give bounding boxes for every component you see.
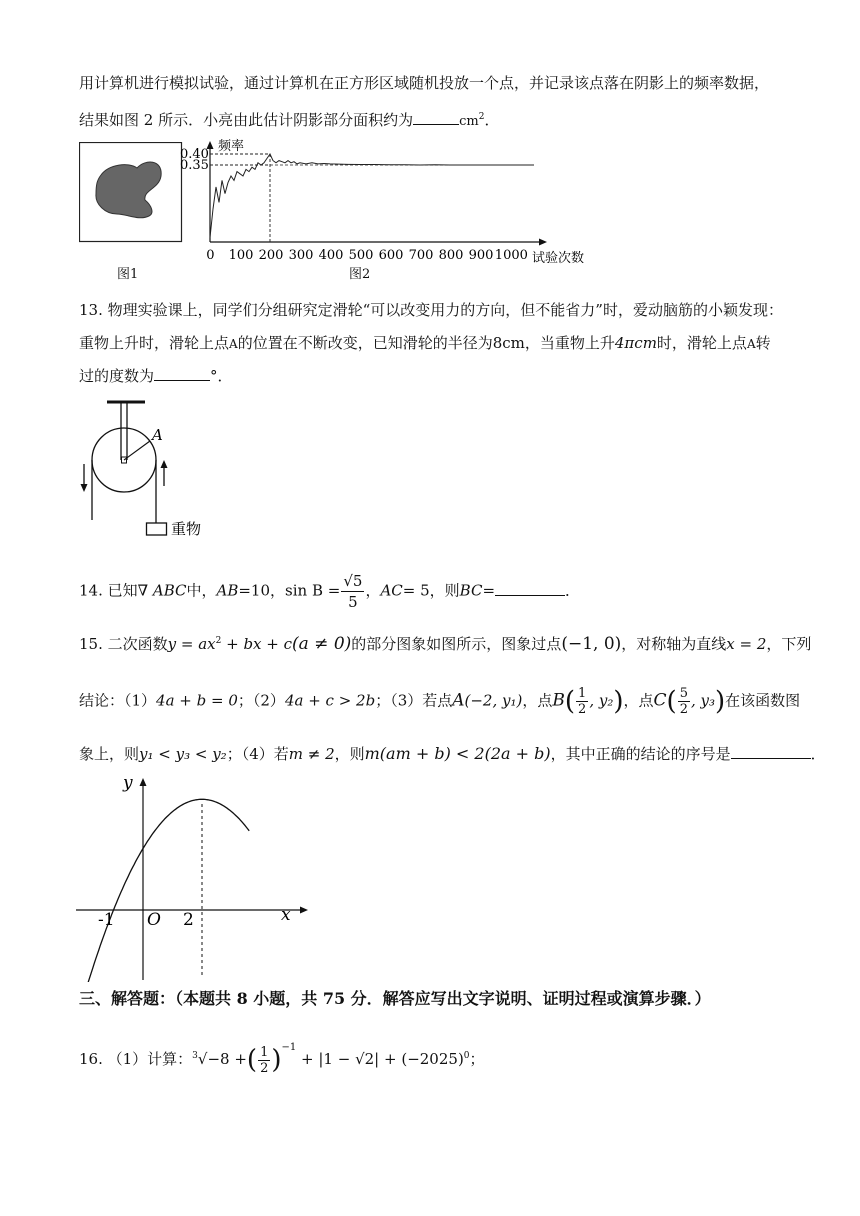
q12-answer-blank[interactable] <box>413 110 459 125</box>
x-axis-label: 试验次数 <box>532 251 585 266</box>
q15-b-y: , y₂ <box>589 691 614 710</box>
q14-bc-eq: = <box>482 581 496 600</box>
q12-end: ． <box>484 111 500 129</box>
q16-pow0: (−2025) <box>401 1050 464 1068</box>
q15-point-b: B <box>552 690 565 711</box>
weight-box <box>147 523 167 535</box>
x-tick-label-1000: 1000 <box>494 248 528 263</box>
q15-line3 <box>79 744 826 764</box>
figure-2-chart <box>175 135 600 270</box>
q15-b-fraction <box>576 686 588 717</box>
q13-line1: 13. 物理实验课上，同学们分组研究定滑轮“可以改变用力的方向，但不能省力”时，爱动脑筋的小颖发现： <box>79 301 783 319</box>
q13-distance: 4πcm <box>614 334 657 352</box>
q16-paren-open: ( <box>246 1045 258 1075</box>
q15-expr-3: y₁ < y₃ < y₂ <box>139 745 227 763</box>
x-tick-label-200: 200 <box>258 248 284 263</box>
q12-unit-exp: 2 <box>478 112 485 122</box>
q15-text-a: 15. 二次函数 <box>79 635 168 653</box>
q14-text-d: ， <box>365 581 381 600</box>
q14-sin: sin B = <box>285 581 341 600</box>
pulley-figure <box>72 398 222 543</box>
q14-line <box>79 571 580 612</box>
q15-text-o: ． <box>810 745 826 763</box>
q15-text-b: 的部分图象如图所示，图象过点 <box>351 635 562 653</box>
q15-c-y: , y₃ <box>690 691 715 710</box>
q15-b-paren-close: ) <box>613 686 624 717</box>
q15-point-a: A <box>452 690 465 711</box>
fig1-caption: 图1 <box>117 267 139 282</box>
q16-plus-2: + <box>296 1050 319 1068</box>
q16-cbrt: √−8 <box>197 1050 230 1068</box>
q16-plus-1: + <box>229 1050 247 1068</box>
q16-half-den: 2 <box>260 1060 269 1076</box>
q15-eq-exp: 2 <box>215 636 222 646</box>
pulley-point-a: A <box>152 426 163 444</box>
q12-line1: 用计算机进行模拟试验，通过计算机在正方形区域随机投放一个点，并记录该点落在阴影上的频率数据， <box>79 74 770 92</box>
q15-text-f: ；（2） <box>237 691 285 710</box>
q15-point-a-coords: (−2, y₁) <box>464 691 523 710</box>
q16-abs: |1 − √2| <box>318 1050 380 1068</box>
parabola-graph <box>72 770 322 982</box>
q16-line <box>79 1038 485 1076</box>
q15-text-i: ，点 <box>623 691 654 710</box>
q15-text-e: 结论：（1） <box>79 691 157 710</box>
q15-eq: y = ax <box>167 635 216 653</box>
frequency-series-line <box>210 154 534 238</box>
q14-text-c: ， <box>270 581 286 600</box>
q15-expr-5: m(am + b) < 2(2a + b) <box>364 744 551 763</box>
x-tick-label-100: 100 <box>228 248 254 263</box>
x-tick-label-300: 300 <box>288 248 314 263</box>
graph-y-label: y <box>123 773 133 793</box>
q15-eq2: + bx + c <box>221 635 293 653</box>
radius-to-a <box>124 441 150 460</box>
q13-text-f: 过的度数为 <box>79 367 155 385</box>
x-tick-label-800: 800 <box>438 248 464 263</box>
q14-fraction <box>341 571 364 612</box>
q16-end: ； <box>469 1050 485 1068</box>
q15-expr-4: m ≠ 2 <box>288 745 335 763</box>
q15-text-m: ，则 <box>334 745 365 763</box>
x-tick-label-900: 900 <box>468 248 494 263</box>
q15-cond: (a ≠ 0) <box>292 634 352 654</box>
q13-point-a: A <box>229 337 238 351</box>
y-tick-label-0.35: 0.35 <box>180 158 209 173</box>
arrow-up-icon <box>161 460 168 468</box>
q15-answer-blank[interactable] <box>731 744 811 759</box>
q15-text-n: ，其中正确的结论的序号是 <box>550 745 731 763</box>
q12-line2-text: 结果如图 2 所示．小亮由此估计阴影部分面积约为 <box>79 111 414 129</box>
q14-ab: AB <box>216 581 239 600</box>
x-axis-arrow <box>539 239 547 246</box>
q14-ac: AC <box>380 581 403 600</box>
q15-text-l: ；（4）若 <box>226 745 289 763</box>
q13-text-g: °． <box>210 367 233 385</box>
q14-text-e: ，则 <box>429 581 460 600</box>
q12-unit: cm <box>459 114 479 129</box>
q13-text-b: 的位置在不断改变，已知滑轮的半径为 <box>237 334 493 352</box>
fig2-caption: 图2 <box>349 267 371 282</box>
q14-ac-value: = 5 <box>402 581 430 600</box>
q15-text-j: 在该函数图 <box>725 691 801 710</box>
graph-neg1-label: -1 <box>98 910 115 930</box>
graph-x-label: x <box>281 905 291 925</box>
q13-line2 <box>79 333 771 354</box>
q16-pow0-exp: 0 <box>463 1051 470 1061</box>
q14-text-f: ． <box>565 581 581 600</box>
y-tick-label-0.40: 0.40 <box>180 147 209 162</box>
q14-ab-value: =10 <box>238 581 271 600</box>
q15-line2 <box>79 686 800 717</box>
q15-c-paren-open: ( <box>666 686 677 717</box>
q15-line1 <box>79 631 811 654</box>
q13-text-e: 转 <box>755 334 771 352</box>
q15-c-paren-close: ) <box>715 686 726 717</box>
arrow-down-icon <box>81 484 88 492</box>
x-tick-label-0: 0 <box>206 248 215 263</box>
q15-b-den: 2 <box>578 702 587 717</box>
q14-text-a: 14. 已知 <box>79 581 138 600</box>
q15-b-paren-open: ( <box>564 686 576 717</box>
x-tick-label-700: 700 <box>408 248 434 263</box>
q15-c-den: 2 <box>679 702 688 717</box>
q15-c-num: 5 <box>679 686 688 701</box>
q13-point-a2: A <box>746 337 756 351</box>
q16-cbrt-index: 3 <box>192 1051 198 1061</box>
q15-point-c: C <box>653 690 667 711</box>
x-tick-label-400: 400 <box>318 248 344 263</box>
x-tick-label-500: 500 <box>348 248 374 263</box>
q15-c-fraction <box>678 686 690 717</box>
section-3-title: 三、解答题：（本题共 8 小题，共 75 分．解答应写出文字说明、证明过程或演算步骤．） <box>79 989 711 1008</box>
q15-text-k: 象上，则 <box>79 745 140 763</box>
q13-line3 <box>79 366 233 386</box>
q14-triangle: ∇ ABC <box>137 581 187 600</box>
q15-text-d: ，下列 <box>766 635 812 653</box>
q13-answer-blank[interactable] <box>154 366 210 381</box>
q15-expr-2: 4a + c > 2b <box>284 691 376 710</box>
weight-label: 重物 <box>171 520 202 538</box>
q16-plus-3: + <box>379 1050 402 1068</box>
q14-numerator: √5 <box>343 572 363 590</box>
q14-text-b: 中， <box>186 581 217 600</box>
q16-half <box>258 1045 270 1076</box>
q15-axis: x = 2 <box>726 635 767 653</box>
q15-text-c: ，对称轴为直线 <box>621 635 727 653</box>
y-axis-label: 频率 <box>218 139 245 154</box>
q14-answer-blank[interactable] <box>495 581 565 596</box>
q13-radius: 8cm <box>492 334 525 352</box>
figure-1 <box>79 142 183 244</box>
q16-exp: −1 <box>281 1042 297 1053</box>
q12-line2 <box>79 107 499 132</box>
q15-text-g: ；（3）若点 <box>375 691 453 710</box>
graph-2-label: 2 <box>183 910 194 930</box>
q13-text-c: ，当重物上升 <box>524 334 615 352</box>
graph-y-arrow <box>140 778 147 786</box>
q16-text-a: 16. （1）计算： <box>79 1050 193 1068</box>
q14-denominator: 5 <box>348 593 358 611</box>
q15-b-num: 1 <box>578 686 587 701</box>
q15-point: (−1, 0) <box>561 634 622 654</box>
q14-bc: BC <box>459 581 483 600</box>
q13-text-a: 重物上升时，滑轮上点 <box>79 334 230 352</box>
q13-text-d: 时，滑轮上点 <box>656 334 747 352</box>
x-tick-label-600: 600 <box>378 248 404 263</box>
q15-expr-1: 4a + b = 0 <box>156 691 238 710</box>
q16-paren-close: ) <box>271 1045 282 1075</box>
parabola-curve <box>87 799 249 982</box>
graph-origin-label: O <box>147 910 161 930</box>
graph-x-arrow <box>300 907 308 914</box>
q16-half-num: 1 <box>260 1044 269 1060</box>
q15-text-h: ，点 <box>522 691 553 710</box>
